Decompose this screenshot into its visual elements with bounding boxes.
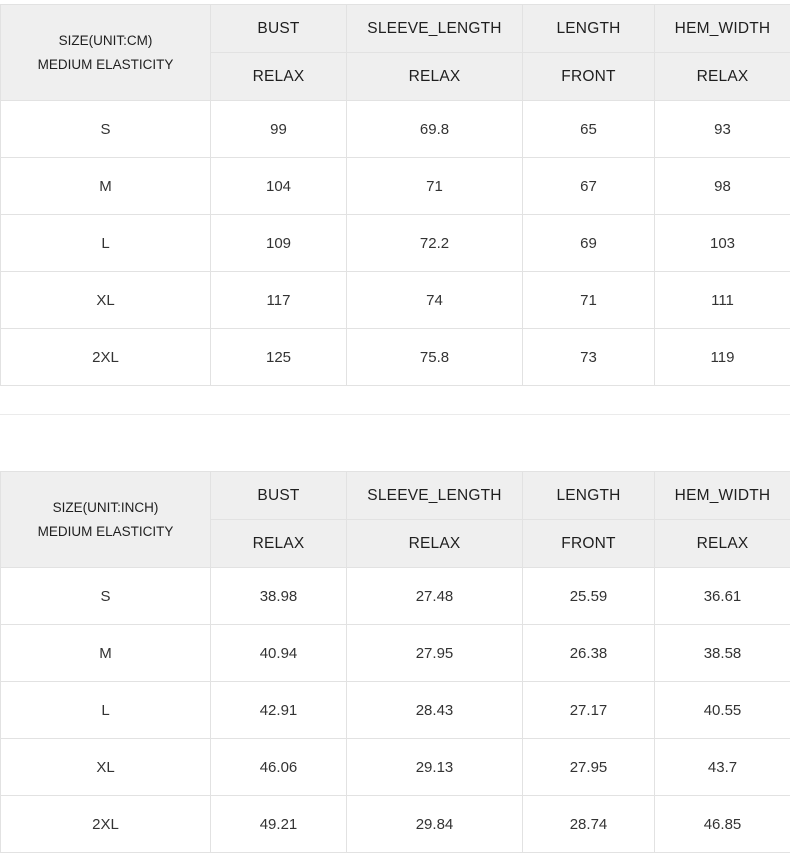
table-row [1,215,790,272]
cell-bust: 38.98 [211,568,347,625]
table-row [1,625,790,682]
row-size-label: 2XL [1,329,211,386]
row-size-label: XL [1,739,211,796]
cell-bust: 117 [211,272,347,329]
elasticity-label: MEDIUM ELASTICITY [5,520,206,544]
cell-bust: 40.94 [211,625,347,682]
section-gap-bottom [0,415,790,471]
cell-sleeve-length: 75.8 [347,329,523,386]
cell-length: 28.74 [523,796,655,853]
unit-label: SIZE(UNIT:INCH) [5,496,206,520]
cell-length: 26.38 [523,625,655,682]
cell-hem-width: 36.61 [655,568,790,625]
elasticity-label: MEDIUM ELASTICITY [5,53,206,77]
cell-bust: 46.06 [211,739,347,796]
cell-sleeve-length: 69.8 [347,101,523,158]
column-header-hem-width: HEM_WIDTH [655,472,790,520]
size-chart-page [0,4,790,819]
table-row [1,568,790,625]
table-row [1,272,790,329]
cell-bust: 104 [211,158,347,215]
cell-hem-width: 103 [655,215,790,272]
column-subheader-length: FRONT [523,53,655,101]
cell-sleeve-length: 72.2 [347,215,523,272]
column-subheader-length: FRONT [523,520,655,568]
column-subheader-sleeve-length: RELAX [347,520,523,568]
column-subheader-hem-width: RELAX [655,520,790,568]
cell-bust: 125 [211,329,347,386]
table-row [1,329,790,386]
table-corner-label [1,472,211,568]
column-header-hem-width: HEM_WIDTH [655,5,790,53]
table-header-row [1,472,790,520]
size-table-cm [0,4,790,386]
column-header-length: LENGTH [523,5,655,53]
column-header-length: LENGTH [523,472,655,520]
column-header-bust: BUST [211,472,347,520]
row-size-label: L [1,215,211,272]
table-row [1,682,790,739]
column-header-sleeve-length: SLEEVE_LENGTH [347,472,523,520]
column-subheader-bust: RELAX [211,53,347,101]
cell-sleeve-length: 27.95 [347,625,523,682]
row-size-label: M [1,625,211,682]
cell-length: 73 [523,329,655,386]
cell-length: 65 [523,101,655,158]
cell-hem-width: 93 [655,101,790,158]
row-size-label: XL [1,272,211,329]
cell-bust: 42.91 [211,682,347,739]
table-header-row [1,5,790,53]
cell-bust: 49.21 [211,796,347,853]
row-size-label: 2XL [1,796,211,853]
cell-length: 67 [523,158,655,215]
cell-hem-width: 111 [655,272,790,329]
column-header-bust: BUST [211,5,347,53]
cell-length: 69 [523,215,655,272]
column-header-sleeve-length: SLEEVE_LENGTH [347,5,523,53]
row-size-label: S [1,568,211,625]
cell-hem-width: 119 [655,329,790,386]
section-gap-top [0,386,790,414]
table-row [1,158,790,215]
cell-hem-width: 46.85 [655,796,790,853]
cell-length: 27.17 [523,682,655,739]
row-size-label: S [1,101,211,158]
unit-label: SIZE(UNIT:CM) [5,29,206,53]
cell-bust: 99 [211,101,347,158]
row-size-label: M [1,158,211,215]
table-row [1,739,790,796]
cell-hem-width: 43.7 [655,739,790,796]
cell-length: 25.59 [523,568,655,625]
row-size-label: L [1,682,211,739]
table-corner-label [1,5,211,101]
size-table-cm-wrapper [0,4,790,386]
cell-bust: 109 [211,215,347,272]
cell-sleeve-length: 28.43 [347,682,523,739]
table-row [1,101,790,158]
cell-hem-width: 38.58 [655,625,790,682]
column-subheader-sleeve-length: RELAX [347,53,523,101]
column-subheader-bust: RELAX [211,520,347,568]
cell-length: 27.95 [523,739,655,796]
table-row [1,796,790,853]
column-subheader-hem-width: RELAX [655,53,790,101]
cell-sleeve-length: 29.84 [347,796,523,853]
size-table-inch [0,471,790,853]
cell-sleeve-length: 74 [347,272,523,329]
cell-sleeve-length: 71 [347,158,523,215]
cell-hem-width: 40.55 [655,682,790,739]
cell-hem-width: 98 [655,158,790,215]
cell-sleeve-length: 27.48 [347,568,523,625]
cell-sleeve-length: 29.13 [347,739,523,796]
cell-length: 71 [523,272,655,329]
size-table-inch-wrapper [0,471,790,853]
